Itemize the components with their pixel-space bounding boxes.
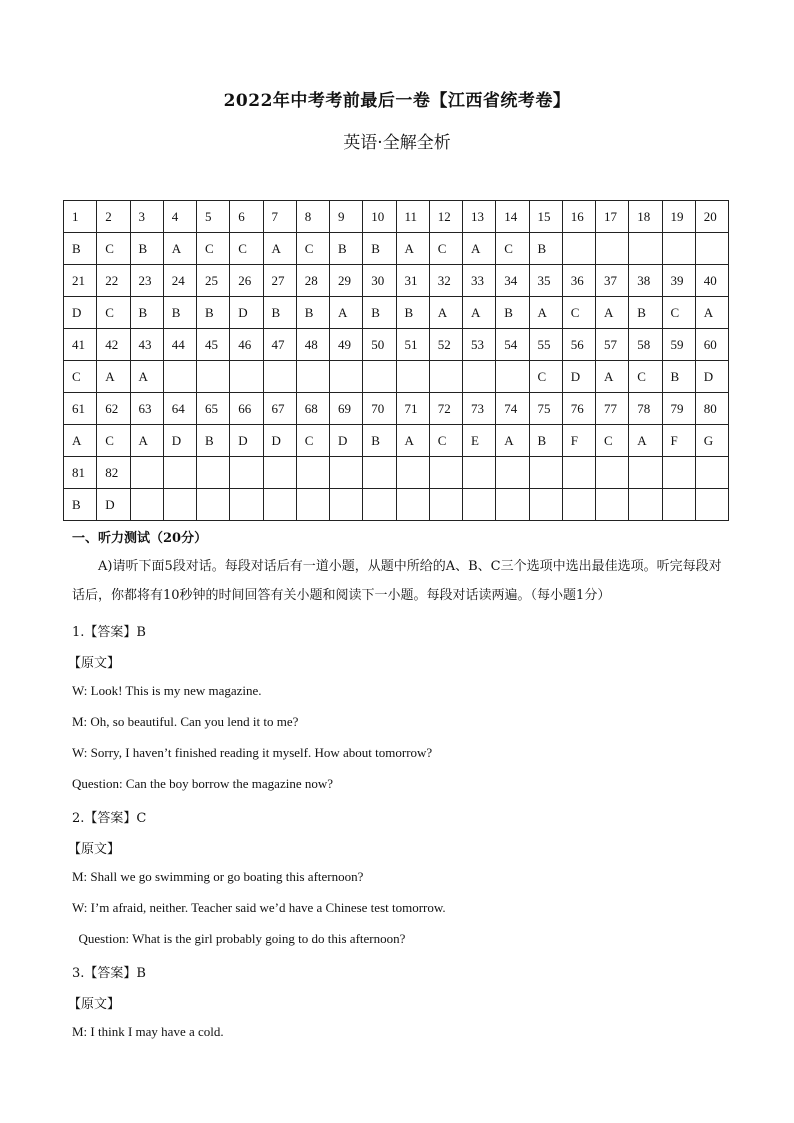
question-number-cell: 41	[64, 329, 97, 361]
answer-cell	[629, 489, 662, 521]
answer-cell	[496, 489, 529, 521]
answer-cell: A	[596, 297, 629, 329]
answer-cell: D	[230, 425, 263, 457]
answer-cell	[163, 489, 196, 521]
answer-cell	[230, 361, 263, 393]
answer-cell: B	[64, 489, 97, 521]
answer-row	[64, 361, 729, 393]
question-number-cell: 33	[463, 265, 496, 297]
answer-cell	[230, 489, 263, 521]
answer-cell: C	[97, 297, 130, 329]
question-number-cell	[296, 457, 329, 489]
answer-cell: B	[496, 297, 529, 329]
answer-cell: B	[396, 297, 429, 329]
question-number-cell: 55	[529, 329, 562, 361]
question-number-cell: 44	[163, 329, 196, 361]
answer-cell: C	[496, 233, 529, 265]
question-number-cell: 35	[529, 265, 562, 297]
answer-cell	[330, 361, 363, 393]
question-number-cell	[330, 457, 363, 489]
answer-row	[64, 297, 729, 329]
answer-cell	[562, 233, 595, 265]
answer-cell: C	[662, 297, 695, 329]
answer-cell: D	[163, 425, 196, 457]
question-number-cell: 77	[596, 393, 629, 425]
answer-cell: A	[130, 425, 163, 457]
question-number-cell: 58	[629, 329, 662, 361]
question-number-cell: 21	[64, 265, 97, 297]
answer-cell: C	[529, 361, 562, 393]
answer-cell: B	[197, 297, 230, 329]
answer-cell: A	[463, 233, 496, 265]
answer-cell: D	[330, 425, 363, 457]
question-number-cell: 78	[629, 393, 662, 425]
question-number-cell: 52	[429, 329, 462, 361]
question-number-cell: 49	[330, 329, 363, 361]
answer-row	[64, 425, 729, 457]
answer-cell: C	[296, 425, 329, 457]
question-number-cell: 9	[330, 201, 363, 233]
question-number-cell: 26	[230, 265, 263, 297]
question-number-cell: 74	[496, 393, 529, 425]
question-number-row	[64, 329, 729, 361]
answer-cell	[130, 489, 163, 521]
question-number-cell: 8	[296, 201, 329, 233]
question-number-cell: 53	[463, 329, 496, 361]
question-number-cell: 79	[662, 393, 695, 425]
question-number-cell: 70	[363, 393, 396, 425]
answer-cell: B	[296, 297, 329, 329]
answer-cell	[263, 489, 296, 521]
question-number-cell: 82	[97, 457, 130, 489]
question-number-cell	[163, 457, 196, 489]
question-number-cell: 76	[562, 393, 595, 425]
answer-cell: A	[163, 233, 196, 265]
answer-cell	[662, 233, 695, 265]
question-number-cell: 51	[396, 329, 429, 361]
answer-cell	[429, 489, 462, 521]
answer-cell: F	[662, 425, 695, 457]
answer-cell: B	[64, 233, 97, 265]
answer-cell: B	[197, 425, 230, 457]
question-number-cell: 68	[296, 393, 329, 425]
answer-key-table	[63, 200, 729, 521]
question-number-cell	[363, 457, 396, 489]
answer-cell	[263, 361, 296, 393]
answer-cell: A	[263, 233, 296, 265]
answer-cell: D	[263, 425, 296, 457]
transcript-line: M: I think I may have a cold.	[72, 1024, 224, 1039]
question-number-cell: 32	[429, 265, 462, 297]
question-number-cell: 38	[629, 265, 662, 297]
answer-cell: C	[97, 233, 130, 265]
question-number-cell: 40	[695, 265, 728, 297]
question-number-cell: 56	[562, 329, 595, 361]
answer-cell: B	[363, 297, 396, 329]
item-transcript-label: 【原文】	[68, 656, 121, 671]
transcript-line: W: I’m afraid, neither. Teacher said we’d have a Chinese test tomorrow.	[72, 900, 446, 915]
answer-cell: G	[695, 425, 728, 457]
question-number-cell: 16	[562, 201, 595, 233]
question-number-cell: 27	[263, 265, 296, 297]
transcript-line: W: Look! This is my new magazine.	[72, 683, 262, 698]
question-number-cell: 69	[330, 393, 363, 425]
question-number-cell: 13	[463, 201, 496, 233]
question-number-cell: 30	[363, 265, 396, 297]
question-number-cell: 67	[263, 393, 296, 425]
answer-cell: C	[197, 233, 230, 265]
answer-cell: A	[330, 297, 363, 329]
answer-cell: B	[130, 297, 163, 329]
answer-cell: B	[163, 297, 196, 329]
answer-cell	[296, 489, 329, 521]
answer-cell: B	[363, 233, 396, 265]
question-number-cell	[496, 457, 529, 489]
question-number-cell: 46	[230, 329, 263, 361]
answer-cell: D	[230, 297, 263, 329]
answer-cell: C	[97, 425, 130, 457]
answer-cell: A	[130, 361, 163, 393]
question-number-cell: 54	[496, 329, 529, 361]
answer-cell: D	[64, 297, 97, 329]
question-number-cell	[463, 457, 496, 489]
answer-cell	[197, 489, 230, 521]
answer-cell	[629, 233, 662, 265]
transcript-line: W: Sorry, I haven’t finished reading it myself. How about tomorrow?	[72, 745, 433, 760]
item-answer: 3.【答案】B	[72, 966, 146, 981]
question-number-cell: 15	[529, 201, 562, 233]
question-number-cell: 23	[130, 265, 163, 297]
question-number-cell: 6	[230, 201, 263, 233]
question-number-cell: 19	[662, 201, 695, 233]
question-number-cell: 25	[197, 265, 230, 297]
answer-cell: C	[64, 361, 97, 393]
question-number-cell	[529, 457, 562, 489]
question-number-cell: 17	[596, 201, 629, 233]
answer-cell: B	[529, 233, 562, 265]
question-number-row	[64, 265, 729, 297]
section-heading-listening: 一、听力测试（20分）	[72, 531, 208, 546]
answer-cell: F	[562, 425, 595, 457]
answer-cell: B	[363, 425, 396, 457]
question-number-cell: 4	[163, 201, 196, 233]
question-number-cell	[130, 457, 163, 489]
answer-cell: A	[396, 425, 429, 457]
section-instruction: A)请听下面5段对话。每段对话后有一道小题，从题中所给的A、B、C三个选项中选出最佳选项。听完每段对话后，你都将有10秒钟的时间回答有关小题和阅读下一小题。每段对话读两遍。（每小题1分）	[72, 559, 722, 603]
answer-cell	[695, 489, 728, 521]
answer-cell: B	[330, 233, 363, 265]
question-number-cell: 73	[463, 393, 496, 425]
question-number-cell: 10	[363, 201, 396, 233]
question-number-cell: 5	[197, 201, 230, 233]
answer-cell: C	[429, 425, 462, 457]
question-number-cell: 60	[695, 329, 728, 361]
answer-cell	[695, 233, 728, 265]
question-number-cell: 37	[596, 265, 629, 297]
answer-cell	[363, 489, 396, 521]
answer-cell	[496, 361, 529, 393]
question-number-cell	[629, 457, 662, 489]
item-answer: 2.【答案】C	[72, 811, 147, 826]
answer-cell	[463, 361, 496, 393]
question-number-cell: 80	[695, 393, 728, 425]
question-number-row	[64, 393, 729, 425]
question-number-cell	[596, 457, 629, 489]
question-number-cell: 28	[296, 265, 329, 297]
answer-cell	[296, 361, 329, 393]
question-number-cell: 20	[695, 201, 728, 233]
answer-cell	[396, 361, 429, 393]
question-number-cell: 24	[163, 265, 196, 297]
question-number-cell: 59	[662, 329, 695, 361]
item-answer: 1.【答案】B	[72, 625, 146, 640]
answer-cell: A	[97, 361, 130, 393]
question-number-cell: 57	[596, 329, 629, 361]
question-number-cell: 18	[629, 201, 662, 233]
answer-cell: A	[695, 297, 728, 329]
document-title: 2022年中考考前最后一卷【江西省统考卷】	[223, 91, 571, 111]
answer-row	[64, 489, 729, 521]
answer-cell	[529, 489, 562, 521]
document-subtitle: 英语·全解全析	[343, 133, 451, 153]
answer-cell	[662, 489, 695, 521]
transcript-line: M: Oh, so beautiful. Can you lend it to me?	[72, 714, 299, 729]
question-number-cell: 65	[197, 393, 230, 425]
question-number-cell: 34	[496, 265, 529, 297]
question-number-cell	[396, 457, 429, 489]
question-number-cell	[230, 457, 263, 489]
question-number-cell	[197, 457, 230, 489]
question-number-cell: 66	[230, 393, 263, 425]
question-number-cell: 31	[396, 265, 429, 297]
transcript-line: M: Shall we go swimming or go boating this afternoon?	[72, 869, 364, 884]
question-number-cell: 63	[130, 393, 163, 425]
question-number-cell: 36	[562, 265, 595, 297]
question-number-cell: 71	[396, 393, 429, 425]
question-number-cell: 62	[97, 393, 130, 425]
answer-cell	[163, 361, 196, 393]
question-number-cell: 50	[363, 329, 396, 361]
answer-cell	[197, 361, 230, 393]
answer-cell: C	[296, 233, 329, 265]
question-number-cell: 2	[97, 201, 130, 233]
question-number-cell	[562, 457, 595, 489]
question-number-cell: 64	[163, 393, 196, 425]
question-number-cell: 81	[64, 457, 97, 489]
answer-cell: B	[529, 425, 562, 457]
answer-cell	[396, 489, 429, 521]
answer-cell: D	[695, 361, 728, 393]
answer-cell: B	[130, 233, 163, 265]
question-number-row	[64, 201, 729, 233]
answer-cell: A	[429, 297, 462, 329]
question-number-cell: 43	[130, 329, 163, 361]
question-number-cell: 12	[429, 201, 462, 233]
question-number-cell	[263, 457, 296, 489]
answer-cell: A	[64, 425, 97, 457]
question-number-cell: 29	[330, 265, 363, 297]
answer-cell	[330, 489, 363, 521]
answer-cell: C	[596, 425, 629, 457]
question-number-cell: 1	[64, 201, 97, 233]
question-number-cell: 42	[97, 329, 130, 361]
answer-row	[64, 233, 729, 265]
answer-cell: B	[263, 297, 296, 329]
answer-cell: C	[629, 361, 662, 393]
question-number-cell	[429, 457, 462, 489]
answer-cell: A	[629, 425, 662, 457]
answer-cell: A	[396, 233, 429, 265]
answer-cell	[429, 361, 462, 393]
question-number-cell	[695, 457, 728, 489]
question-number-cell: 47	[263, 329, 296, 361]
answer-cell	[596, 489, 629, 521]
answer-cell: A	[463, 297, 496, 329]
question-number-cell: 22	[97, 265, 130, 297]
question-number-cell: 45	[197, 329, 230, 361]
question-number-cell: 72	[429, 393, 462, 425]
question-number-row	[64, 457, 729, 489]
answer-cell	[562, 489, 595, 521]
question-number-cell: 3	[130, 201, 163, 233]
question-number-cell: 7	[263, 201, 296, 233]
answer-cell	[463, 489, 496, 521]
answer-cell: B	[629, 297, 662, 329]
answer-cell: C	[562, 297, 595, 329]
answer-cell	[596, 233, 629, 265]
answer-cell: A	[596, 361, 629, 393]
answer-cell: D	[97, 489, 130, 521]
transcript-line: Question: What is the girl probably going to do this afternoon?	[72, 931, 406, 946]
question-number-cell: 14	[496, 201, 529, 233]
answer-cell: A	[529, 297, 562, 329]
item-transcript-label: 【原文】	[68, 997, 121, 1012]
question-number-cell: 48	[296, 329, 329, 361]
question-number-cell	[662, 457, 695, 489]
answer-cell: C	[429, 233, 462, 265]
answer-cell: A	[496, 425, 529, 457]
answer-cell: B	[662, 361, 695, 393]
question-number-cell: 61	[64, 393, 97, 425]
question-number-cell: 75	[529, 393, 562, 425]
answer-cell: C	[230, 233, 263, 265]
answer-cell	[363, 361, 396, 393]
question-number-cell: 11	[396, 201, 429, 233]
answer-cell: E	[463, 425, 496, 457]
answer-cell: D	[562, 361, 595, 393]
question-number-cell: 39	[662, 265, 695, 297]
transcript-line: Question: Can the boy borrow the magazine now?	[72, 776, 334, 791]
item-transcript-label: 【原文】	[68, 842, 121, 857]
